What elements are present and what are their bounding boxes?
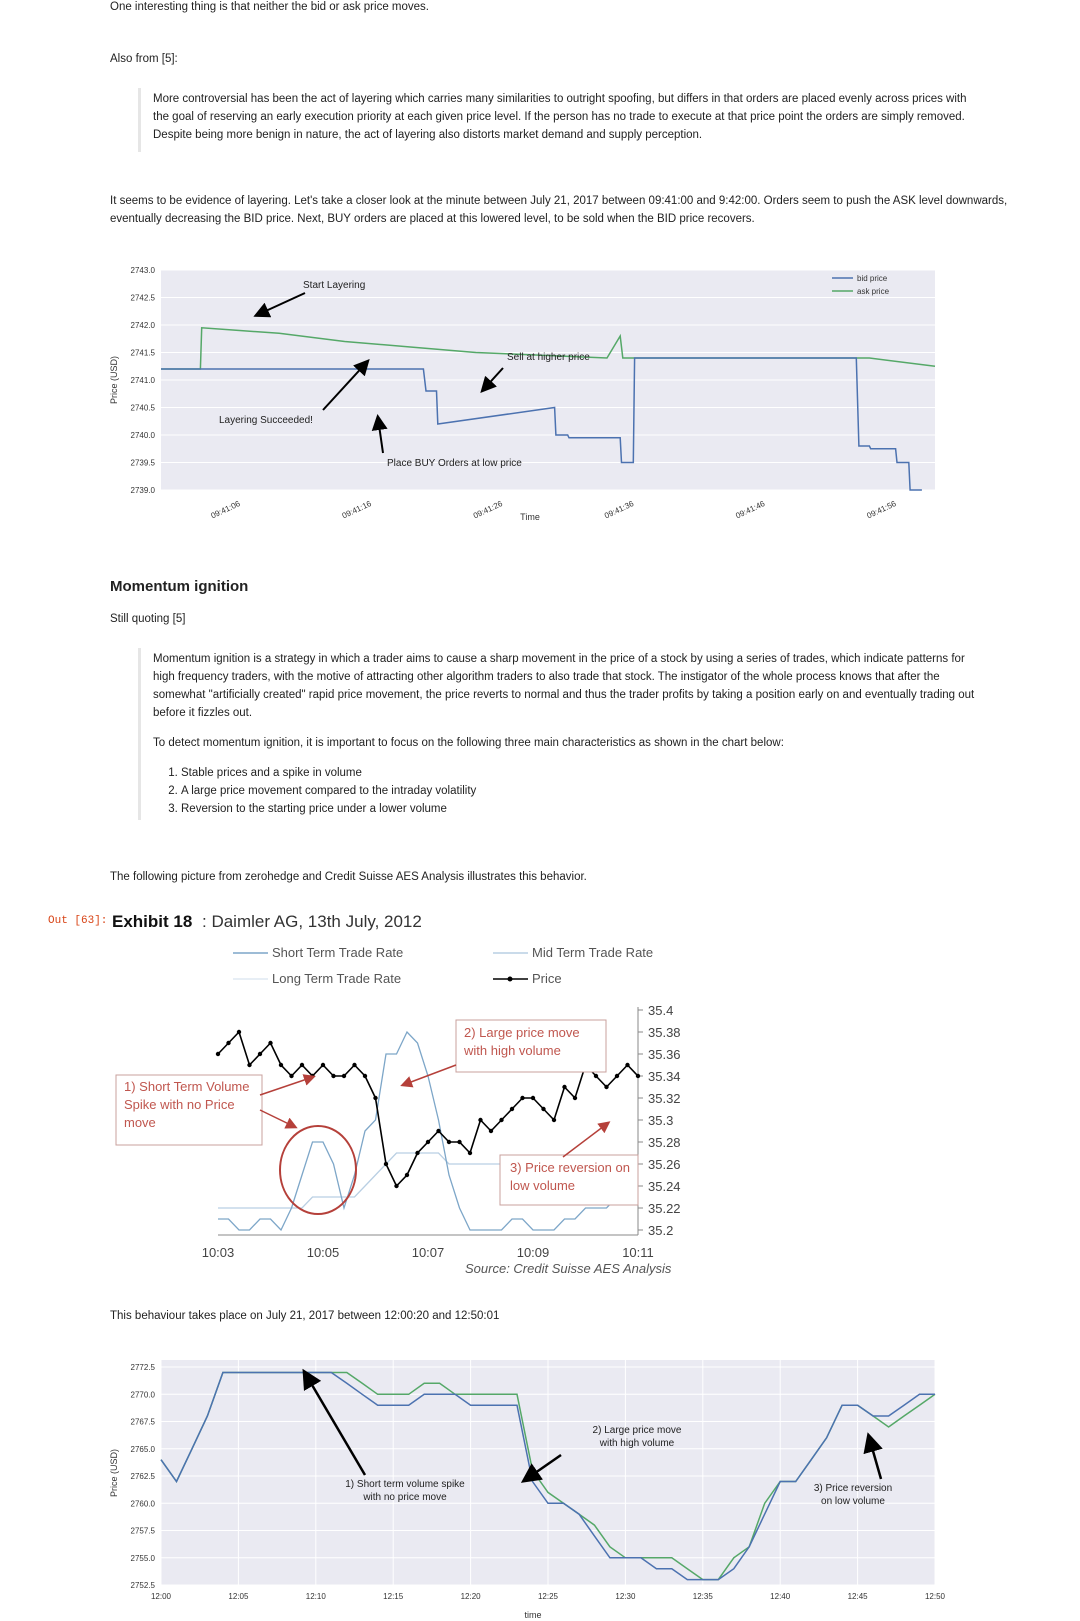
price-point <box>499 1118 503 1122</box>
paragraph-layering-evidence: It seems to be evidence of layering. Let's take a closer look at the minute between July 21, 2017 between 09:41:00 and 9:42:00. Orders seem to push the ASK level downwards, eventually decreasing the BID price. Next, BUY orders are placed at this lowered level, to be sold when the BID price recovers. <box>110 195 1008 225</box>
list-item: 1. Stable prices and a spike in volume <box>181 764 983 782</box>
price-point <box>541 1107 545 1111</box>
y-axis-label-2: Price (USD) <box>109 1448 119 1498</box>
y-tick-label: 35.22 <box>648 1201 681 1216</box>
annotation-large-move-line2: with high volume <box>599 1438 675 1449</box>
blockquote-bar <box>138 88 141 152</box>
x-tick-label: 12:00 <box>150 1592 172 1601</box>
price-point <box>457 1140 461 1144</box>
price-point <box>405 1173 409 1177</box>
y-tick-label: 2740.0 <box>130 431 155 440</box>
x-tick-label: 12:25 <box>537 1592 559 1601</box>
legend-label-price: Price <box>532 971 562 986</box>
layering-chart <box>105 260 945 550</box>
y-tick-label: 2740.5 <box>130 403 155 413</box>
y-tick-label: 2742.0 <box>130 321 155 330</box>
annotation-sell-higher: Sell at higher price <box>507 352 590 363</box>
momentum-chart <box>105 1355 945 1621</box>
price-point <box>531 1096 535 1100</box>
annotation-volume-spike-line1: 1) Short term volume spike <box>345 1479 465 1490</box>
list-item: 3. Reversion to the starting price under a lower volume <box>181 800 983 818</box>
price-point <box>247 1063 251 1067</box>
y-tick-label: 2743.0 <box>130 266 155 275</box>
x-tick-label: 10:09 <box>516 1245 550 1260</box>
annotation-reversion-line1: 3) Price reversion <box>813 1483 893 1494</box>
price-point <box>321 1063 325 1067</box>
price-point <box>594 1074 598 1078</box>
y-tick-label: 2760.0 <box>130 1499 155 1509</box>
legend-label-mid-term: Mid Term Trade Rate <box>532 945 654 960</box>
price-point <box>331 1074 335 1078</box>
x-tick-label: 12:20 <box>460 1592 481 1601</box>
price-point <box>300 1063 304 1067</box>
y-tick-label: 35.28 <box>648 1135 681 1150</box>
annotation-text-1: 1) Short Term Volume Spike with no Price move <box>124 1079 250 1130</box>
price-point <box>604 1085 608 1089</box>
arrow-red-1b <box>260 1110 295 1127</box>
paragraph-still-quoting: Still quoting [5] <box>110 613 186 625</box>
x-axis-label-2: time <box>524 1610 542 1620</box>
y-tick-label: 2741.5 <box>130 348 155 358</box>
x-tick-label: 09:41:56 <box>865 499 898 521</box>
paragraph-following-picture: The following picture from zerohedge and Credit Suisse AES Analysis illustrates this behavior. <box>110 871 587 883</box>
price-point <box>636 1074 640 1078</box>
x-tick-label: 12:40 <box>770 1592 791 1601</box>
list-item: 2. A large price movement compared to the intraday volatility <box>181 782 983 800</box>
y-tick-labels <box>131 266 156 495</box>
x-tick-label: 10:07 <box>411 1245 445 1260</box>
y-tick-label: 2742.5 <box>130 293 155 303</box>
x-tick-label: 09:41:16 <box>340 499 373 521</box>
y-tick-label: 2767.5 <box>130 1417 155 1427</box>
exhibit-y-tick-labels <box>638 1003 681 1238</box>
price-point <box>552 1118 556 1122</box>
paragraph-top: One interesting thing is that neither the bid or ask price moves. <box>110 1 429 13</box>
price-point <box>342 1074 346 1078</box>
blockquote-layering: More controversial has been the act of layering which carries many similarities to outright spoofing, but differs in that orders are placed evenly across prices with the goal of reserving an early execution priority at each given price level. If the person has no trade to execute at that price point the orders are simply removed. Despite being more benign in nature, the act of layering also distorts market demand and supply perception. <box>153 93 967 141</box>
volume-spike-circle <box>280 1126 356 1214</box>
annotation-volume-spike-line2: with no price move <box>363 1492 447 1503</box>
legend-label-short-term: Short Term Trade Rate <box>272 945 404 960</box>
y-tick-label: 35.38 <box>648 1025 681 1040</box>
price-point <box>258 1052 262 1056</box>
x-tick-label: 12:45 <box>847 1592 868 1601</box>
x-axis-label: Time <box>520 512 540 522</box>
y-tick-label: 2752.5 <box>130 1581 155 1590</box>
price-point <box>426 1140 430 1144</box>
arrow-red-3 <box>563 1123 608 1157</box>
annotation-place-buy: Place BUY Orders at low price <box>387 458 522 469</box>
x-tick-label: 12:05 <box>228 1592 249 1601</box>
annotation-reversion-line2: on low volume <box>821 1496 885 1507</box>
y-tick-label: 2739.0 <box>130 486 155 495</box>
price-point <box>384 1162 388 1166</box>
x-tick-label: 12:15 <box>383 1592 404 1601</box>
price-point <box>520 1096 524 1100</box>
price-point <box>352 1063 356 1067</box>
y-tick-labels-2 <box>131 1363 156 1590</box>
price-point <box>625 1063 629 1067</box>
y-tick-label: 35.3 <box>648 1113 674 1128</box>
price-point <box>510 1107 514 1111</box>
x-tick-label: 12:30 <box>615 1592 636 1601</box>
annotation-text-3: 3) Price reversion on low volume <box>510 1160 630 1193</box>
legend-marker-price <box>508 977 513 982</box>
price-point <box>468 1151 472 1155</box>
price-point <box>478 1118 482 1122</box>
price-point <box>394 1184 398 1188</box>
y-tick-label: 35.24 <box>648 1179 681 1194</box>
x-tick-label: 10:11 <box>622 1245 654 1260</box>
y-tick-label: 2762.5 <box>130 1472 155 1481</box>
price-point <box>268 1041 272 1045</box>
y-tick-label: 2739.5 <box>130 458 155 468</box>
x-tick-label: 09:41:26 <box>471 499 504 521</box>
y-tick-label: 35.32 <box>648 1091 681 1106</box>
y-tick-label: 35.2 <box>648 1223 674 1238</box>
price-point <box>373 1096 377 1100</box>
characteristics-list <box>153 764 983 818</box>
y-tick-label: 2772.5 <box>130 1363 155 1372</box>
y-tick-label: 35.34 <box>648 1069 681 1084</box>
price-point <box>615 1074 619 1078</box>
paragraph-also-from: Also from [5]: <box>110 53 178 65</box>
y-tick-label: 2755.0 <box>130 1553 155 1563</box>
x-tick-label: 12:50 <box>924 1592 945 1601</box>
y-tick-label: 35.4 <box>648 1003 674 1018</box>
y-axis-label: Price (USD) <box>109 355 119 405</box>
price-point <box>562 1085 566 1089</box>
quote-detect-paragraph: To detect momentum ignition, it is important to focus on the following three main characteristics as shown in the chart below: <box>153 737 784 749</box>
y-tick-label: 35.26 <box>648 1157 681 1172</box>
price-point <box>289 1074 293 1078</box>
legend-label-ask: ask price <box>857 287 890 296</box>
exhibit-18-chart <box>108 905 748 1285</box>
price-point <box>415 1151 419 1155</box>
y-tick-label: 2757.5 <box>130 1526 155 1536</box>
x-tick-label: 12:10 <box>305 1592 326 1601</box>
exhibit-x-tick-labels <box>202 1245 654 1260</box>
price-point <box>363 1074 367 1078</box>
exhibit-legend <box>233 945 653 986</box>
price-point <box>447 1140 451 1144</box>
x-tick-label: 10:03 <box>201 1245 235 1260</box>
price-point <box>226 1041 230 1045</box>
paragraph-behaviour: This behaviour takes place on July 21, 2017 between 12:00:20 and 12:50:01 <box>110 1310 500 1322</box>
x-tick-label: 09:41:06 <box>209 499 242 521</box>
exhibit-source: Source: Credit Suisse AES Analysis <box>465 1261 672 1276</box>
price-point <box>216 1052 220 1056</box>
y-tick-label: 2741.0 <box>130 376 155 385</box>
y-tick-label: 35.36 <box>648 1047 681 1062</box>
quote-momentum-paragraph: Momentum ignition is a strategy in which a trader aims to cause a sharp movement in the price of a stock by using a series of trades, which indicate patterns for high frequency traders, with the motive of attracting other algorithm traders to also trade that stock. The instigator of the whole process knows that after the somewhat "artificially created" rapid price movement, the price reverts to normal and thus the trader profits by taking a position early on and eventually trading out before it fizzles out. <box>153 653 975 719</box>
x-tick-label: 10:05 <box>306 1245 340 1260</box>
annotation-text-2: 2) Large price move with high volume <box>464 1025 580 1058</box>
annotation-large-move-line1: 2) Large price move <box>592 1425 682 1436</box>
exhibit-subtitle: : Daimler AG, 13th July, 2012 <box>202 912 422 931</box>
price-point <box>436 1129 440 1133</box>
price-point <box>279 1063 283 1067</box>
x-tick-label: 12:35 <box>692 1592 713 1601</box>
blockquote-bar-2 <box>138 648 141 820</box>
exhibit-title: Exhibit 18 <box>112 912 193 931</box>
y-tick-label: 2765.0 <box>130 1444 155 1454</box>
annotation-start-layering: Start Layering <box>303 280 366 291</box>
x-tick-label: 09:41:36 <box>603 499 636 521</box>
arrow-red-1a <box>260 1077 313 1095</box>
price-point <box>573 1096 577 1100</box>
y-tick-label: 2770.0 <box>130 1390 155 1400</box>
legend-label-long-term: Long Term Trade Rate <box>272 971 402 986</box>
annotation-layering-succeeded: Layering Succeeded! <box>219 415 313 426</box>
legend-label-bid: bid price <box>857 274 888 283</box>
blockquote-momentum <box>153 650 983 818</box>
x-tick-labels <box>210 499 898 521</box>
price-point <box>489 1129 493 1133</box>
output-prompt-label: Out [63]: <box>48 915 108 927</box>
heading-momentum-ignition: Momentum ignition <box>110 578 249 595</box>
x-tick-label: 09:41:46 <box>734 499 767 521</box>
x-tick-labels-2 <box>151 1592 945 1601</box>
price-point <box>237 1030 241 1034</box>
